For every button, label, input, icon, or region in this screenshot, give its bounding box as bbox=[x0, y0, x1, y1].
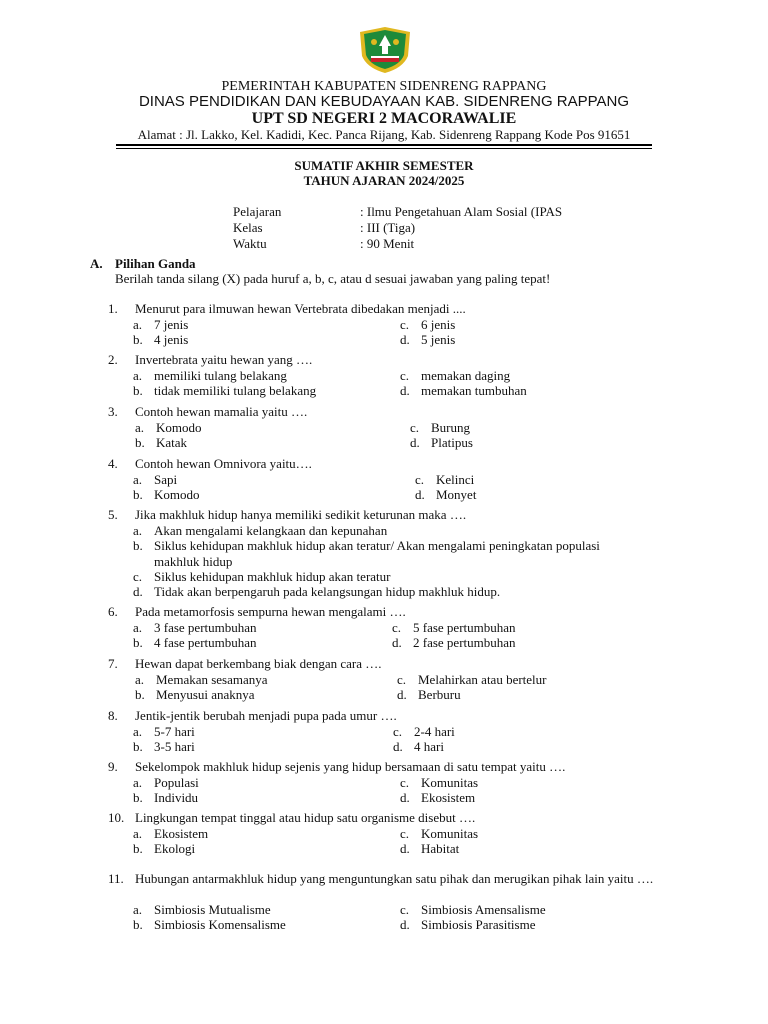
option-a[interactable] bbox=[133, 620, 257, 636]
info-key: Kelas bbox=[233, 220, 263, 235]
option-b[interactable] bbox=[135, 435, 187, 451]
header-department: DINAS PENDIDIKAN DAN KEBUDAYAAN KAB. SIDENRENG RAPPANG bbox=[138, 93, 630, 110]
option-text: 3-5 hari bbox=[154, 739, 195, 754]
option-text: memiliki tulang belakang bbox=[154, 368, 287, 383]
option-text: memakan daging bbox=[421, 368, 511, 383]
option-letter: d. bbox=[400, 790, 410, 805]
option-text: Simbiosis Parasitisme bbox=[421, 917, 536, 932]
header-divider-thick bbox=[116, 144, 652, 146]
option-text: Ekologi bbox=[154, 841, 196, 856]
option-text: Siklus kehidupan makhluk hidup akan teratur bbox=[154, 569, 391, 584]
option-letter: b. bbox=[133, 332, 143, 347]
question-number: 6. bbox=[108, 604, 118, 619]
option-text: Populasi bbox=[154, 775, 199, 790]
option-letter: b. bbox=[133, 790, 143, 805]
section-number: A. bbox=[90, 256, 103, 271]
question-text: Contoh hewan mamalia yaitu …. bbox=[135, 404, 308, 419]
option-a[interactable] bbox=[135, 672, 268, 688]
option-text: Monyet bbox=[436, 487, 477, 502]
option-text: Komodo bbox=[156, 420, 202, 435]
question-text: Lingkungan tempat tinggal atau hidup satu organisme disebut …. bbox=[135, 810, 476, 825]
option-letter: b. bbox=[135, 687, 145, 702]
option-c[interactable] bbox=[400, 902, 546, 918]
option-a[interactable] bbox=[133, 472, 177, 488]
option-letter: b. bbox=[133, 917, 143, 932]
option-b[interactable] bbox=[133, 917, 286, 933]
option-letter: a. bbox=[133, 317, 143, 332]
option-text: Memakan sesamanya bbox=[156, 672, 268, 687]
option-text: Menyusui anaknya bbox=[156, 687, 255, 702]
option-text: Kelinci bbox=[436, 472, 475, 487]
question-text: Jika makhluk hidup hanya memiliki sedikit keturunan maka …. bbox=[135, 507, 467, 522]
option-d[interactable] bbox=[400, 332, 455, 348]
question-text: Sekelompok makhluk hidup sejenis yang hidup bersamaan di satu tempat yaitu …. bbox=[135, 759, 566, 774]
question-text: Invertebrata yaitu hewan yang …. bbox=[135, 352, 313, 367]
option-d[interactable] bbox=[410, 435, 473, 451]
option-text: 6 jenis bbox=[421, 317, 456, 332]
option-a[interactable] bbox=[133, 368, 287, 384]
option-text: 7 jenis bbox=[154, 317, 189, 332]
option-d[interactable] bbox=[397, 687, 461, 703]
option-letter: c. bbox=[400, 826, 410, 841]
option-text: Individu bbox=[154, 790, 199, 805]
question-number: 8. bbox=[108, 708, 118, 723]
option-letter: d. bbox=[415, 487, 425, 502]
option-letter: c. bbox=[400, 368, 410, 383]
info-value: : 90 Menit bbox=[360, 236, 415, 251]
question-number: 11. bbox=[108, 871, 124, 886]
option-a[interactable] bbox=[133, 826, 208, 842]
option-letter: c. bbox=[415, 472, 425, 487]
option-c[interactable] bbox=[400, 775, 478, 791]
option-d[interactable] bbox=[133, 584, 500, 600]
question-number: 2. bbox=[108, 352, 118, 367]
option-text: Simbiosis Mutualisme bbox=[154, 902, 271, 917]
option-c[interactable] bbox=[397, 672, 547, 688]
regency-emblem-icon bbox=[358, 26, 412, 74]
option-text: tidak memiliki tulang belakang bbox=[154, 383, 317, 398]
option-a[interactable] bbox=[133, 902, 271, 918]
option-letter: c. bbox=[400, 775, 410, 790]
option-a[interactable] bbox=[133, 775, 199, 791]
option-letter: c. bbox=[392, 620, 402, 635]
option-letter: d. bbox=[397, 687, 407, 702]
option-letter: d. bbox=[133, 584, 143, 599]
option-b[interactable] bbox=[133, 332, 188, 348]
option-letter: a. bbox=[133, 472, 143, 487]
option-letter: b. bbox=[133, 739, 143, 754]
question-number: 7. bbox=[108, 656, 118, 671]
question-number: 5. bbox=[108, 507, 118, 522]
question-number: 9. bbox=[108, 759, 118, 774]
section-instruction: Berilah tanda silang (X) pada huruf a, b, c, atau d sesuai jawaban yang paling tepat! bbox=[115, 271, 551, 286]
option-text: 5 jenis bbox=[421, 332, 456, 347]
option-letter: a. bbox=[135, 420, 145, 435]
option-text: Katak bbox=[156, 435, 188, 450]
option-b[interactable] bbox=[133, 383, 316, 399]
option-letter: d. bbox=[393, 739, 403, 754]
option-d[interactable] bbox=[393, 739, 444, 755]
info-value: : Ilmu Pengetahuan Alam Sosial (IPAS bbox=[360, 204, 563, 219]
option-text: 5-7 hari bbox=[154, 724, 195, 739]
option-text: Siklus kehidupan makhluk hidup akan teratur/ Akan mengalami peningkatan populasi makhluk hidup bbox=[154, 538, 600, 569]
option-text: memakan tumbuhan bbox=[421, 383, 527, 398]
option-letter: d. bbox=[392, 635, 402, 650]
option-letter: a. bbox=[133, 523, 143, 538]
option-text: 3 fase pertumbuhan bbox=[154, 620, 257, 635]
option-letter: c. bbox=[397, 672, 407, 687]
question-text: Hewan dapat berkembang biak dengan cara …. bbox=[135, 656, 382, 671]
option-text: Komunitas bbox=[421, 775, 479, 790]
option-text: 4 jenis bbox=[154, 332, 189, 347]
question-number: 1. bbox=[108, 301, 118, 316]
option-c[interactable] bbox=[415, 472, 474, 488]
option-letter: c. bbox=[400, 317, 410, 332]
option-b[interactable] bbox=[133, 487, 200, 503]
header-address: Alamat : Jl. Lakko, Kel. Kadidi, Kec. Panca Rijang, Kab. Sidenreng Rappang Kode Pos 91651 bbox=[137, 127, 631, 142]
question-text: Hubungan antarmakhluk hidup yang menguntungkan satu pihak dan merugikan pihak lain yaitu …. bbox=[135, 871, 654, 886]
option-c[interactable] bbox=[400, 368, 510, 384]
option-text: 2 fase pertumbuhan bbox=[413, 635, 516, 650]
option-letter: c. bbox=[410, 420, 420, 435]
exam-title: SUMATIF AKHIR SEMESTER bbox=[294, 158, 474, 173]
option-b[interactable] bbox=[133, 538, 624, 569]
option-letter: c. bbox=[133, 569, 143, 584]
option-text: 4 fase pertumbuhan bbox=[154, 635, 257, 650]
option-text: Simbiosis Amensalisme bbox=[421, 902, 546, 917]
option-letter: a. bbox=[135, 672, 145, 687]
question-number: 10. bbox=[108, 810, 125, 825]
question-text: Contoh hewan Omnivora yaitu…. bbox=[135, 456, 312, 471]
option-letter: d. bbox=[410, 435, 420, 450]
option-text: Melahirkan atau bertelur bbox=[418, 672, 547, 687]
option-letter: b. bbox=[133, 487, 143, 502]
option-letter: a. bbox=[133, 826, 143, 841]
option-d[interactable] bbox=[392, 635, 516, 651]
option-letter: d. bbox=[400, 383, 410, 398]
option-text: Komodo bbox=[154, 487, 200, 502]
option-letter: b. bbox=[133, 635, 143, 650]
question-text: Pada metamorfosis sempurna hewan mengalami …. bbox=[135, 604, 406, 619]
option-text: Komunitas bbox=[421, 826, 479, 841]
option-text: Akan mengalami kelangkaan dan kepunahan bbox=[154, 523, 388, 538]
exam-year: TAHUN AJARAN 2024/2025 bbox=[303, 173, 465, 188]
option-letter: b. bbox=[135, 435, 145, 450]
question-text: Menurut para ilmuwan hewan Vertebrata dibedakan menjadi .... bbox=[135, 301, 466, 316]
option-d[interactable] bbox=[415, 487, 476, 503]
option-b[interactable] bbox=[133, 790, 198, 806]
option-text: 4 hari bbox=[414, 739, 444, 754]
option-letter: b. bbox=[133, 383, 143, 398]
option-text: Sapi bbox=[154, 472, 178, 487]
option-b[interactable] bbox=[133, 841, 195, 857]
option-text: 5 fase pertumbuhan bbox=[413, 620, 516, 635]
option-letter: a. bbox=[133, 620, 143, 635]
info-value: : III (Tiga) bbox=[360, 220, 416, 235]
option-text: Ekosistem bbox=[154, 826, 209, 841]
section-title: Pilihan Ganda bbox=[115, 256, 196, 271]
option-a[interactable] bbox=[135, 420, 202, 436]
option-letter: c. bbox=[393, 724, 403, 739]
option-a[interactable] bbox=[133, 724, 195, 740]
option-letter: a. bbox=[133, 724, 143, 739]
option-letter: a. bbox=[133, 368, 143, 383]
option-letter: a. bbox=[133, 775, 143, 790]
option-text: Berburu bbox=[418, 687, 461, 702]
option-text: Platipus bbox=[431, 435, 473, 450]
option-c[interactable] bbox=[400, 317, 455, 333]
option-text: Tidak akan berpengaruh pada kelangsungan hidup makhluk hidup. bbox=[154, 584, 501, 599]
option-b[interactable] bbox=[135, 687, 255, 703]
option-b[interactable] bbox=[133, 635, 257, 651]
option-c[interactable] bbox=[400, 826, 478, 842]
option-d[interactable] bbox=[400, 917, 535, 933]
option-a[interactable] bbox=[133, 523, 387, 539]
info-key: Pelajaran bbox=[233, 204, 282, 219]
option-letter: c. bbox=[400, 902, 410, 917]
option-c[interactable] bbox=[133, 569, 390, 585]
option-d[interactable] bbox=[400, 790, 475, 806]
option-c[interactable] bbox=[393, 724, 455, 740]
option-c[interactable] bbox=[410, 420, 470, 436]
question-number: 3. bbox=[108, 404, 118, 419]
option-c[interactable] bbox=[392, 620, 516, 636]
question-text: Jentik-jentik berubah menjadi pupa pada umur …. bbox=[135, 708, 397, 723]
option-d[interactable] bbox=[400, 383, 527, 399]
option-text: Burung bbox=[431, 420, 470, 435]
header-school-name: UPT SD NEGERI 2 MACORAWALIE bbox=[251, 110, 517, 127]
header-government: PEMERINTAH KABUPATEN SIDENRENG RAPPANG bbox=[221, 79, 547, 94]
option-letter: d. bbox=[400, 917, 410, 932]
option-letter: b. bbox=[133, 538, 143, 553]
option-d[interactable] bbox=[400, 841, 459, 857]
option-text: Simbiosis Komensalisme bbox=[154, 917, 286, 932]
option-text: Habitat bbox=[421, 841, 460, 856]
question-number: 4. bbox=[108, 456, 118, 471]
info-key: Waktu bbox=[233, 236, 267, 251]
option-text: 2-4 hari bbox=[414, 724, 455, 739]
option-text: Ekosistem bbox=[421, 790, 476, 805]
option-letter: a. bbox=[133, 902, 143, 917]
header-divider-thin bbox=[116, 148, 652, 149]
option-b[interactable] bbox=[133, 739, 195, 755]
option-letter: d. bbox=[400, 841, 410, 856]
option-a[interactable] bbox=[133, 317, 188, 333]
option-letter: d. bbox=[400, 332, 410, 347]
option-letter: b. bbox=[133, 841, 143, 856]
